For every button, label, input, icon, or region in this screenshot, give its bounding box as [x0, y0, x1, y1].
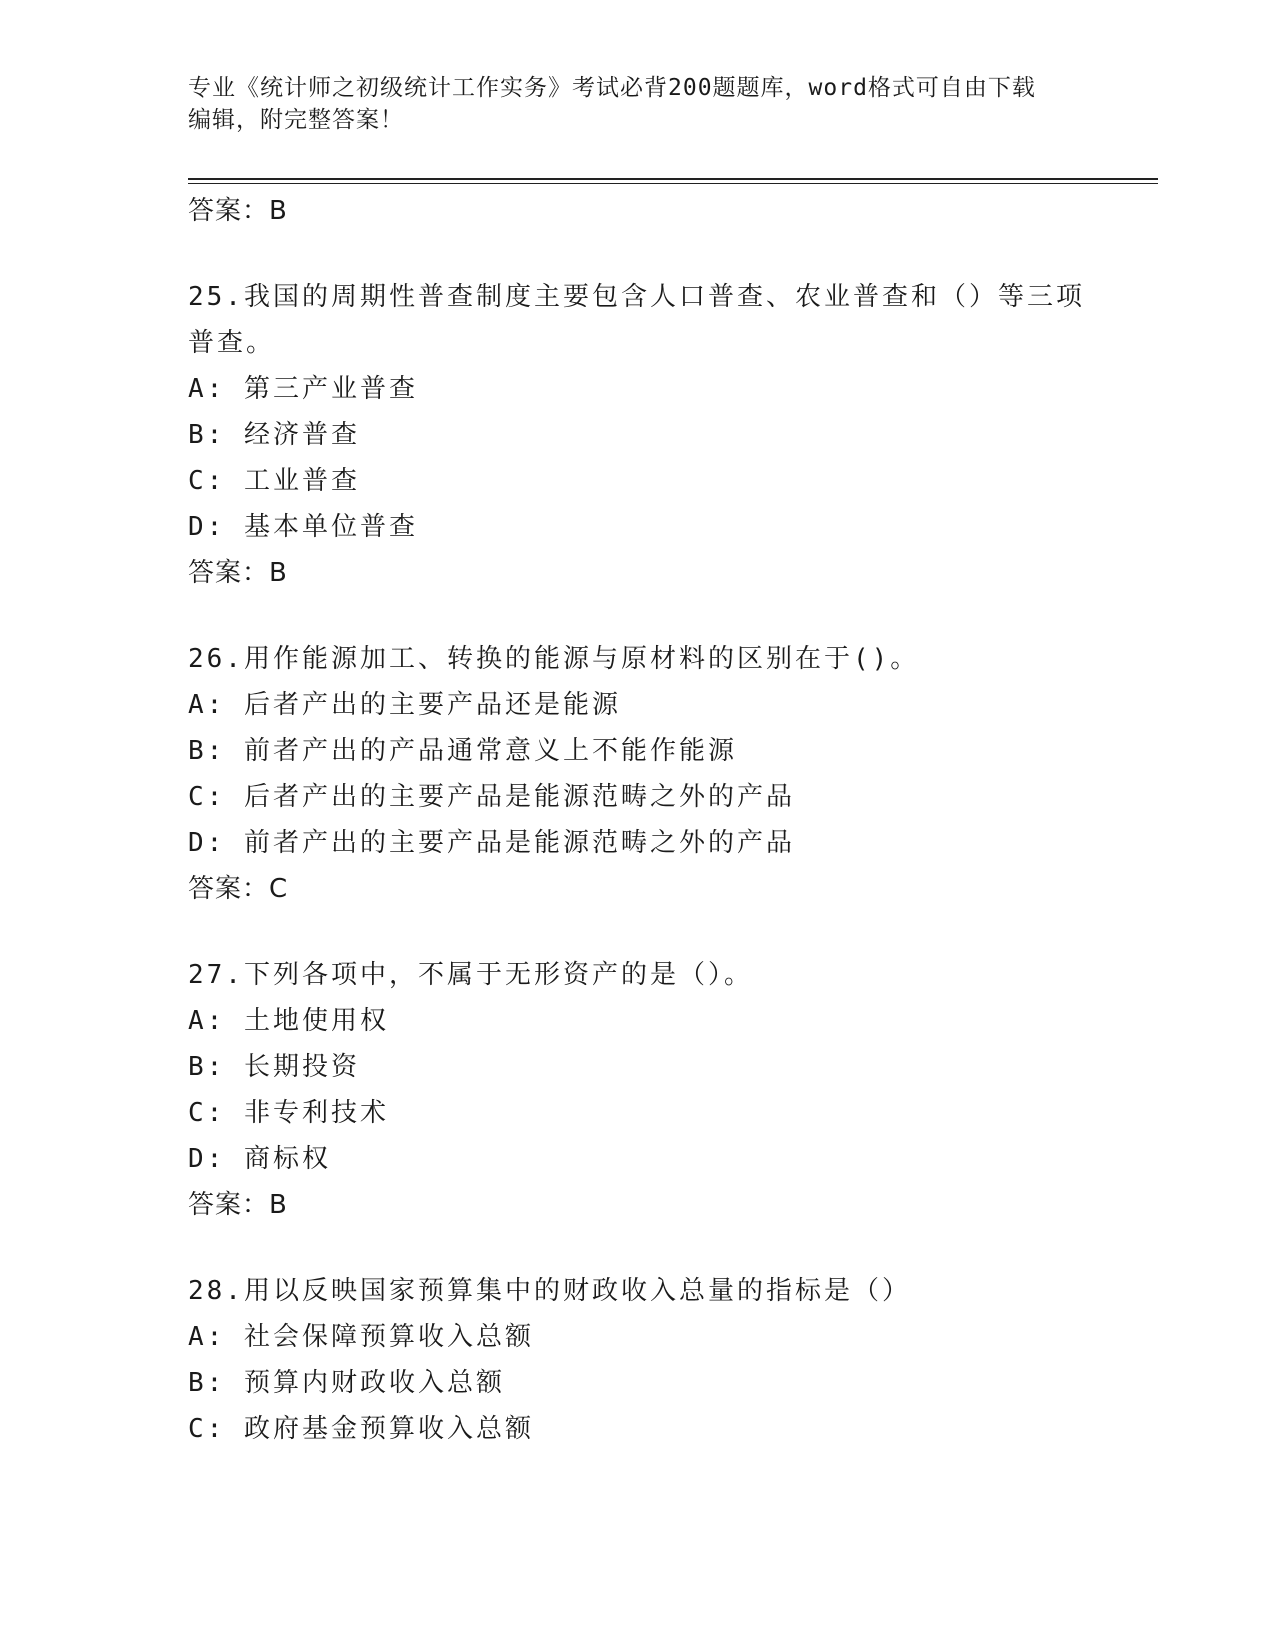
option-b: B: 长期投资: [188, 1052, 360, 1082]
answer: 答案：B: [188, 1190, 288, 1220]
previous-answer: 答案：B: [188, 196, 288, 226]
question-text: 28.用以反映国家预算集中的财政收入总量的指标是（）: [188, 1276, 911, 1306]
document-header: [188, 72, 1088, 136]
header-rule: [188, 178, 1158, 180]
header-rule-thin: [188, 183, 1158, 184]
option-c: C: 后者产出的主要产品是能源范畴之外的产品: [188, 782, 795, 812]
option-d: D: 前者产出的主要产品是能源范畴之外的产品: [188, 828, 795, 858]
question-27: [188, 952, 1088, 1228]
option-b: B: 预算内财政收入总额: [188, 1368, 505, 1398]
option-c: C: 政府基金预算收入总额: [188, 1414, 534, 1444]
option-c: C: 工业普查: [188, 466, 360, 496]
option-a: A: 第三产业普查: [188, 374, 418, 404]
answer: 答案：B: [188, 558, 288, 588]
option-a: A: 后者产出的主要产品还是能源: [188, 690, 621, 720]
option-c: C: 非专利技术: [188, 1098, 389, 1128]
document-body: [188, 188, 1088, 1452]
option-a: A: 土地使用权: [188, 1006, 389, 1036]
option-a: A: 社会保障预算收入总额: [188, 1322, 534, 1352]
question-28: [188, 1268, 1088, 1452]
option-d: D: 商标权: [188, 1144, 331, 1174]
answer: 答案：C: [188, 874, 289, 904]
option-b: B: 前者产出的产品通常意义上不能作能源: [188, 736, 737, 766]
question-26: [188, 636, 1088, 912]
header-line-2: 编辑，附完整答案！: [188, 107, 404, 133]
option-b: B: 经济普查: [188, 420, 360, 450]
question-25: [188, 274, 1088, 596]
question-text: 25.我国的周期性普查制度主要包含人口普查、农业普查和（）等三项普查。: [188, 282, 1085, 358]
header-line-1: 专业《统计师之初级统计工作实务》考试必背200题题库，word格式可自由下载: [188, 75, 1036, 101]
option-d: D: 基本单位普查: [188, 512, 418, 542]
question-text: 27.下列各项中，不属于无形资产的是（）。: [188, 960, 753, 990]
question-text: 26.用作能源加工、转换的能源与原材料的区别在于()。: [188, 644, 920, 674]
